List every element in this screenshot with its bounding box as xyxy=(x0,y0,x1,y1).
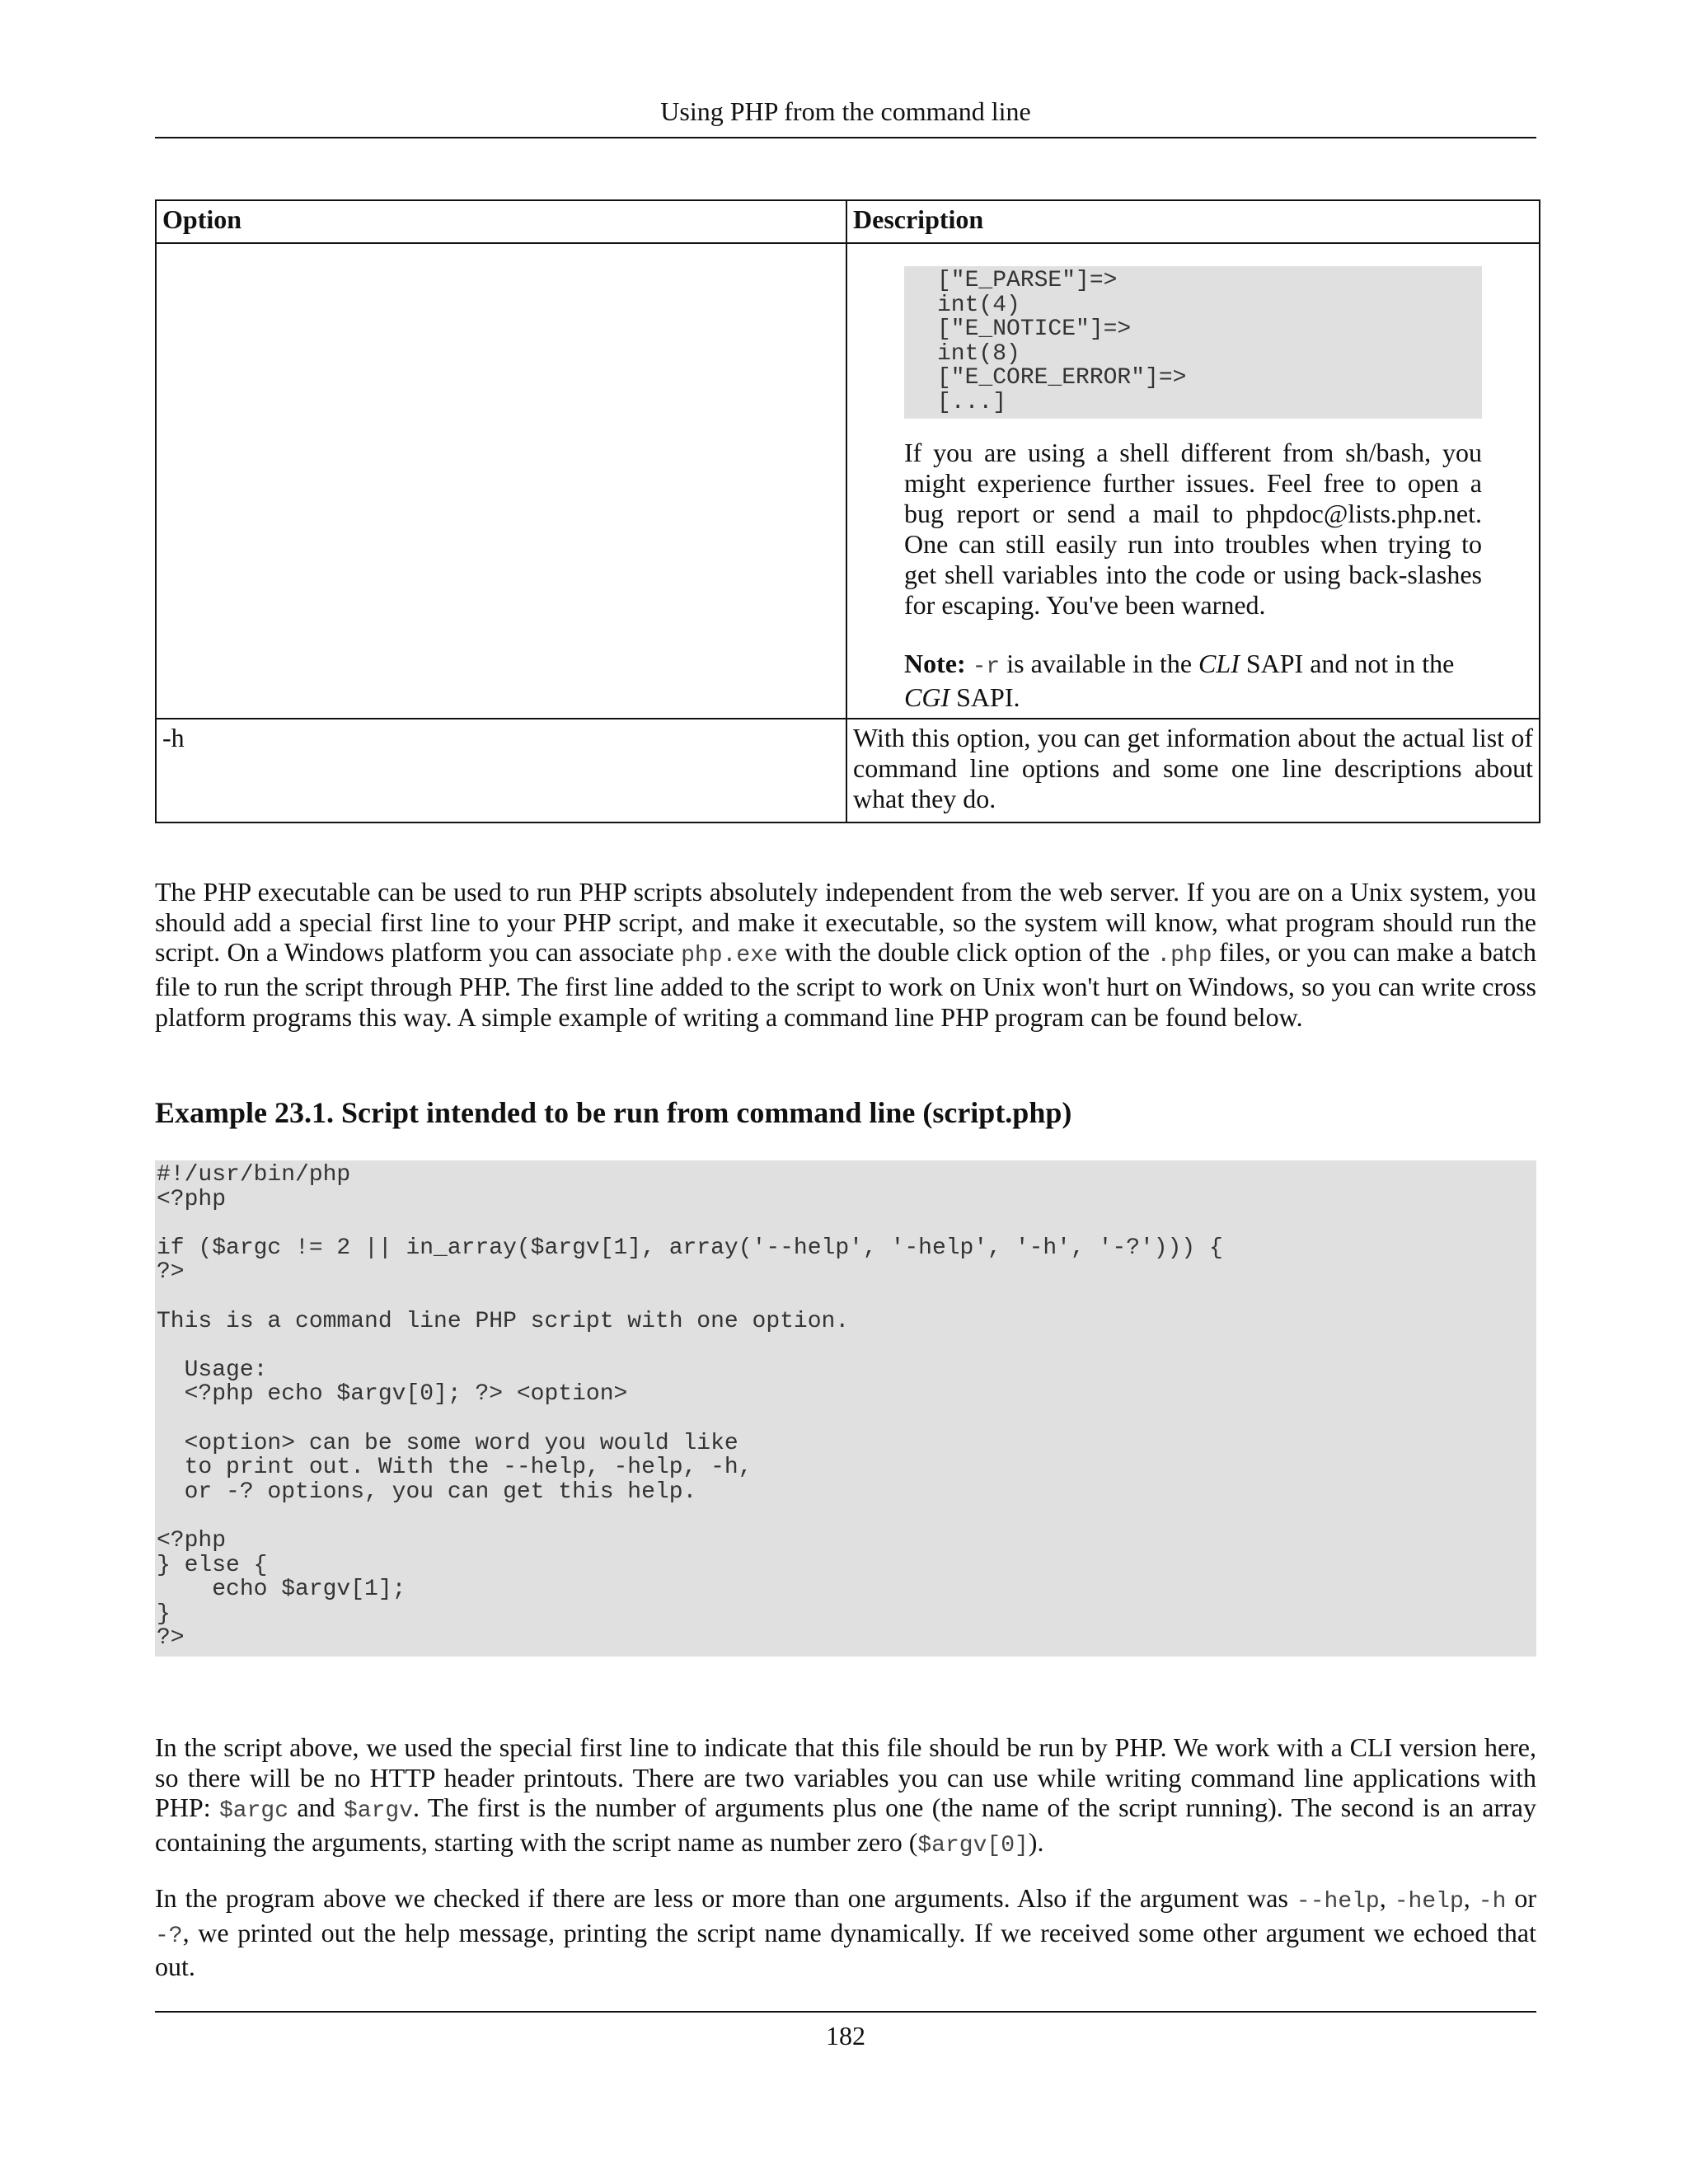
inline-code: -h xyxy=(1478,1889,1507,1915)
note-text: SAPI. xyxy=(950,682,1020,712)
cli-term: CLI xyxy=(1198,648,1240,678)
inline-code: -help xyxy=(1394,1889,1464,1915)
table-header-row xyxy=(156,200,1540,243)
running-header: Using PHP from the command line xyxy=(660,96,1031,126)
sapi-note xyxy=(904,649,1482,713)
option-column-header: Option xyxy=(156,200,846,243)
table-row xyxy=(156,243,1540,719)
inline-code: .php xyxy=(1156,943,1212,969)
inline-code: $argc xyxy=(218,1798,288,1825)
footer-rule xyxy=(155,2011,1536,2013)
paragraph-text: In the script above, we used the special first line to indicate that this file should be run by PHP. We work with a CLI version here, so there will be no HTTP header printouts. There are two variables you can use while writing command line applications with PHP: xyxy=(155,1732,1536,1823)
inline-code: php.exe xyxy=(681,943,778,969)
options-table xyxy=(155,199,1540,823)
table-row xyxy=(156,719,1540,823)
inline-code: --help xyxy=(1296,1889,1380,1915)
paragraph-text: In the program above we checked if there are less or more than one arguments. Also if the argument was xyxy=(155,1883,1296,1913)
page-number: 182 xyxy=(826,2021,865,2050)
header-rule xyxy=(155,137,1536,138)
script-code-block: #!/usr/bin/php <?php if ($argc != 2 || in_array($argv[1], array('--help', '-help', '-h', '-?'))) { ?> This is a command line PHP script with one option. Usage: <?php echo $argv[0]; ?> <option> <option> can be some word you would like to print out. With the --help, -help, -h, or -? options, you can get this help. <?php } else { echo $argv[1]; } ?> xyxy=(155,1160,1536,1657)
intro-paragraph xyxy=(155,877,1536,1033)
paragraph-text: or xyxy=(1506,1883,1537,1913)
paragraph-text: with the double click option of the xyxy=(777,937,1157,968)
note-label: Note: xyxy=(904,648,966,678)
paragraph-text: , xyxy=(1463,1883,1479,1913)
paragraph-text: ). xyxy=(1028,1827,1044,1858)
note-text: is available in the xyxy=(1000,648,1199,678)
shell-warning-paragraph: If you are using a shell different from sh/bash, you might experience further issues. Feel free to open a bug report or send a mail to phpdoc@lists.php.net. One can still easily run into troubles when trying to get shell variables into the code or using back-slashes for escaping. You've been warned. xyxy=(904,437,1482,620)
inline-code: $argv[0] xyxy=(917,1833,1029,1859)
option-cell xyxy=(156,243,846,719)
var-dump-code-block: ["E_PARSE"]=> int(4) ["E_NOTICE"]=> int(8) ["E_CORE_ERROR"]=> [...] xyxy=(904,266,1482,419)
inline-code: -r xyxy=(972,654,1001,680)
paragraph-text: files, or you can make a batch file to run the script through PHP. The first line added to the script to work on Unix won't hurt on Windows, so you can write cross platform programs this way. A simple example of writing a command line PHP program can be found below. xyxy=(155,937,1537,1032)
description-cell xyxy=(846,243,1540,719)
inline-code: $argv xyxy=(343,1798,413,1825)
paragraph-text: . The first is the number of arguments plus one (the name of the script running). The second is an array containing the arguments, starting with the script name as number zero ( xyxy=(155,1793,1537,1858)
argument-check-paragraph xyxy=(155,1883,1536,1982)
explanation-paragraph xyxy=(155,1732,1536,1862)
note-text: SAPI and not in the xyxy=(1239,648,1455,678)
option-cell: -h xyxy=(156,719,846,823)
paragraph-text: , we printed out the help message, printing the script name dynamically. If we received some other argument we echoed that out. xyxy=(155,1917,1536,1982)
inline-code: -? xyxy=(155,1923,183,1949)
example-title: Example 23.1. Script intended to be run from command line (script.php) xyxy=(155,1096,1072,1129)
paragraph-text: The PHP executable can be used to run PHP scripts absolutely independent from the web server. If you are on a Unix system, you should add a special first line to your PHP script, and make it executable, so the system will know, what program should run the script. On a Windows platform you can associate xyxy=(155,877,1536,968)
paragraph-text: and xyxy=(288,1793,344,1823)
description-cell: With this option, you can get information about the actual list of command line options and some one line descriptions about what they do. xyxy=(846,719,1540,823)
description-column-header: Description xyxy=(846,200,1540,243)
cgi-term: CGI xyxy=(904,682,950,712)
paragraph-text: , xyxy=(1379,1883,1395,1913)
